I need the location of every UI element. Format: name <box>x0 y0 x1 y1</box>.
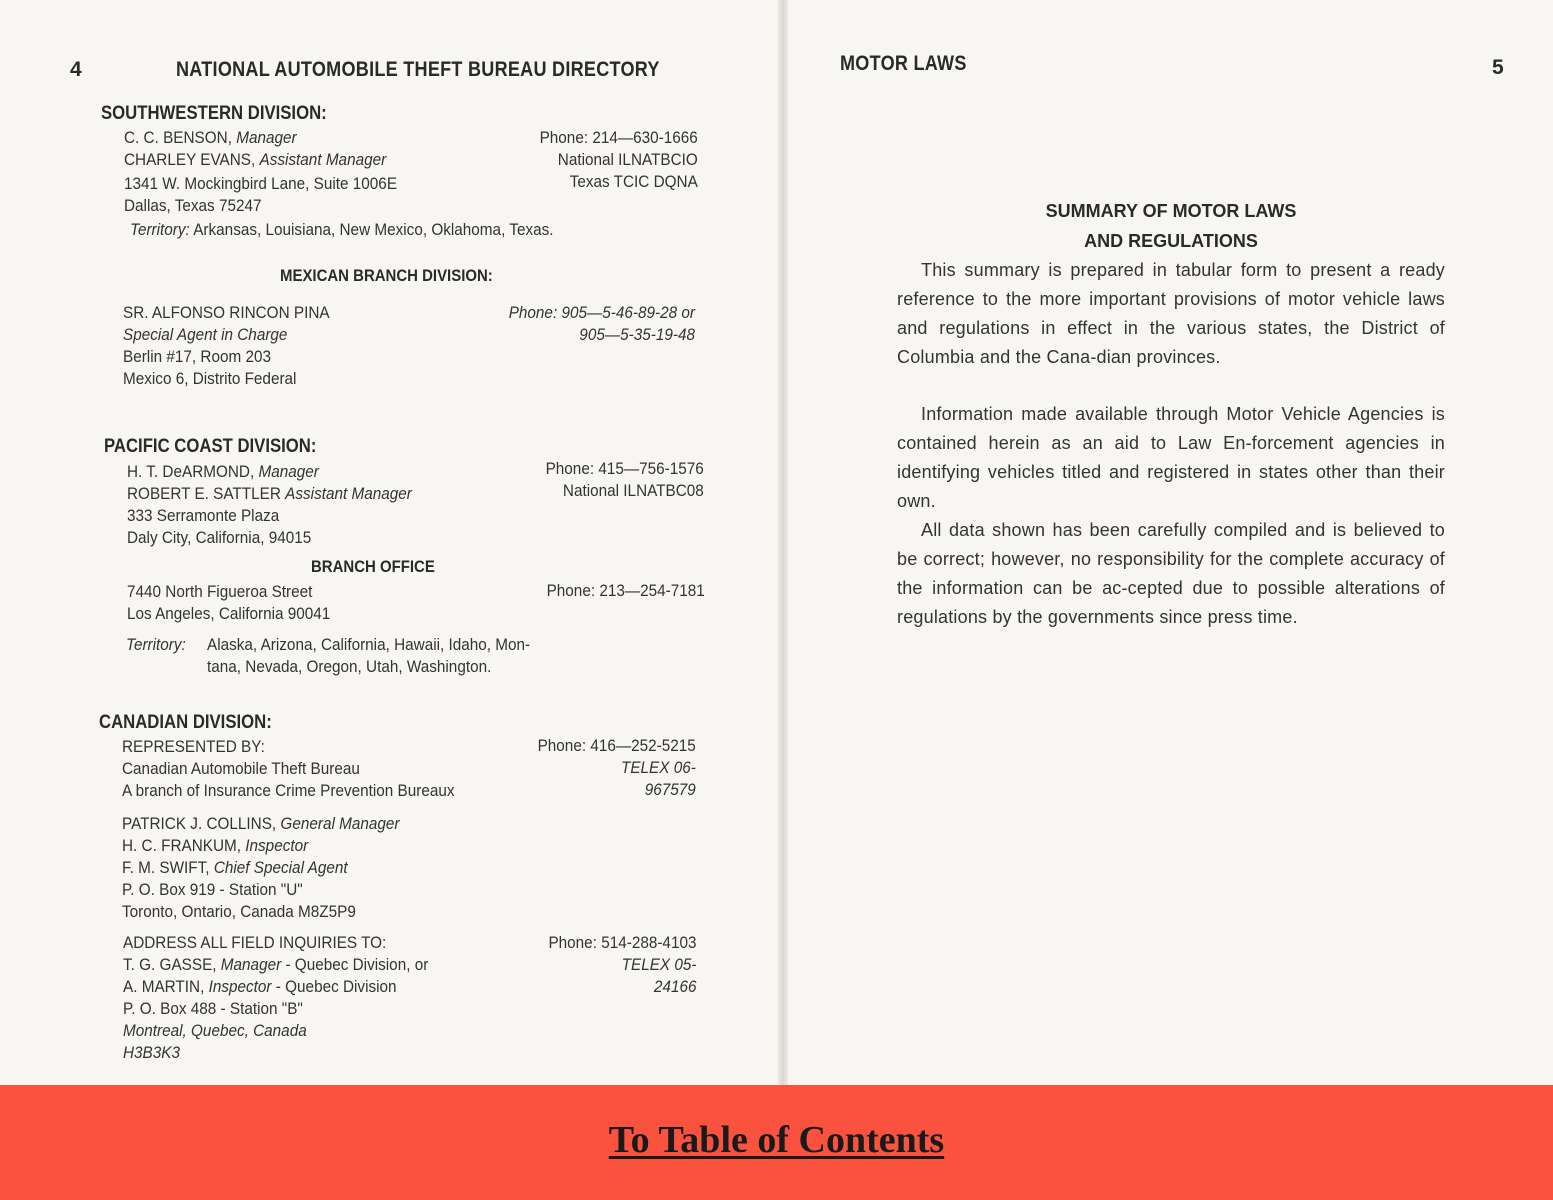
pacific-contacts <box>127 461 412 549</box>
southwestern-address1: 1341 W. Mockingbird Lane, Suite 1006E <box>124 174 398 193</box>
canadian-bureau: Canadian Automobile Theft Bureau <box>122 759 360 778</box>
canadian-role3: Chief Special Agent <box>213 858 348 877</box>
canadian-city: Toronto, Ontario, Canada M8Z5P9 <box>122 902 356 921</box>
southwestern-role1: Manager <box>236 128 297 147</box>
branch-phone: Phone: 213—254-7181 <box>546 581 705 600</box>
southwestern-phone: Phone: 214—630-1666 <box>539 128 698 147</box>
mexican-contact <box>123 302 330 390</box>
canadian-role4: Manager <box>220 955 282 974</box>
pacific-territory-line1: Alaska, Arizona, California, Hawaii, Idaho, Mon- <box>207 635 531 654</box>
southwestern-territory-list: Arkansas, Louisiana, New Mexico, Oklahoma, Texas. <box>193 220 554 239</box>
canadian-telex1: TELEX 06- <box>621 758 696 777</box>
mexican-phone1: Phone: 905—5-46-89-28 or <box>508 303 695 322</box>
right-running-header: MOTOR LAWS <box>840 52 967 75</box>
left-page-number: 4 <box>70 58 82 81</box>
canadian-box2: P. O. Box 488 - Station "B" <box>123 999 303 1018</box>
table-of-contents-link[interactable]: To Table of Contents <box>608 1119 945 1161</box>
southwestern-role2: Assistant Manager <box>259 150 387 169</box>
canadian-address-inquiries: ADDRESS ALL FIELD INQUIRIES TO: <box>123 933 387 952</box>
southwestern-territory <box>130 219 554 241</box>
mexican-phone2: 905—5-35-19-48 <box>579 325 695 344</box>
canadian-name1: PATRICK J. COLLINS, <box>122 814 277 833</box>
pacific-heading: PACIFIC COAST DIVISION: <box>104 436 317 457</box>
branch-address1: 7440 North Figueroa Street <box>127 582 313 601</box>
pacific-role2: Assistant Manager <box>285 484 412 503</box>
pacific-territory <box>207 634 530 678</box>
pacific-name2: ROBERT E. SATTLER <box>127 484 281 503</box>
branch-office-address <box>127 581 330 625</box>
quebec-phone-block <box>548 932 696 998</box>
mexican-address1: Berlin #17, Room 203 <box>123 347 271 366</box>
pacific-territory-line2: tana, Nevada, Oregon, Utah, Washington. <box>207 657 492 676</box>
canadian-represented-by: REPRESENTED BY: <box>122 737 265 756</box>
canadian-telex4: 24166 <box>653 977 696 996</box>
branch-address2: Los Angeles, California 90041 <box>127 604 331 623</box>
canadian-telex2: 967579 <box>644 780 696 799</box>
mexican-address2: Mexico 6, Distrito Federal <box>123 369 297 388</box>
canadian-phone-block <box>538 735 696 801</box>
mexican-name: SR. ALFONSO RINCON PINA <box>123 303 330 322</box>
canadian-rest4: - Quebec Division, or <box>285 955 429 974</box>
canadian-name4: T. G. GASSE, <box>123 955 217 974</box>
summary-paragraph-3: All data shown has been carefully compiled and is believed to be correct; however, no responsibility for the complete accuracy of the information can be ac-cepted due to possible alterations of regulations by the governments since press time. <box>897 520 1445 627</box>
canadian-heading: CANADIAN DIVISION: <box>99 712 272 733</box>
right-page-number: 5 <box>1492 56 1504 79</box>
left-running-header: NATIONAL AUTOMOBILE THEFT BUREAU DIRECTORY <box>176 58 660 81</box>
southwestern-territory-label: Territory: <box>130 220 190 239</box>
pacific-address2: Daly City, California, 94015 <box>127 528 312 547</box>
pacific-phone: Phone: 415—756-1576 <box>545 459 704 478</box>
mexican-role: Special Agent in Charge <box>123 325 288 344</box>
canadian-box: P. O. Box 919 - Station "U" <box>122 880 303 899</box>
southwestern-phones <box>540 127 698 193</box>
mexican-heading: MEXICAN BRANCH DIVISION: <box>280 266 493 285</box>
branch-office-heading: BRANCH OFFICE <box>311 557 435 576</box>
footer-link-container <box>0 1118 1553 1162</box>
canadian-role5: Inspector <box>208 977 272 996</box>
southwestern-national: National ILNATBCIO <box>557 150 698 169</box>
summary-paragraph-1: This summary is prepared in tabular form to present a ready reference to the more important provisions of motor vehicle laws and regulations in effect in the various states, the District of Columbia and the Cana-dian provinces. <box>897 260 1445 367</box>
canadian-phone: Phone: 416—252-5215 <box>537 736 696 755</box>
canadian-city2: Montreal, Quebec, Canada <box>123 1021 307 1040</box>
pacific-role1: Manager <box>258 462 319 481</box>
canadian-postal2: H3B3K3 <box>123 1043 180 1062</box>
pacific-phones <box>546 458 704 502</box>
canadian-telex3: TELEX 05- <box>621 955 696 974</box>
summary-title-line2: AND REGULATIONS <box>1084 231 1258 251</box>
canadian-representative <box>122 736 455 802</box>
canadian-role1: General Manager <box>280 814 400 833</box>
southwestern-heading: SOUTHWESTERN DIVISION: <box>101 103 327 124</box>
summary-paragraph-2: Information made available through Motor Vehicle Agencies is contained herein as an aid to Law En-forcement agencies in identifying vehicles titled and registered in states other than their own. <box>897 404 1445 511</box>
canadian-name3: F. M. SWIFT, <box>122 858 210 877</box>
canadian-name5: A. MARTIN, <box>123 977 205 996</box>
page-gutter <box>778 0 788 1085</box>
mexican-phones <box>509 302 695 346</box>
southwestern-texas: Texas TCIC DQNA <box>569 172 698 191</box>
southwestern-address2: Dallas, Texas 75247 <box>124 196 262 215</box>
pacific-name1: H. T. DeARMOND, <box>127 462 255 481</box>
canadian-name2: H. C. FRANKUM, <box>122 836 242 855</box>
summary-title-line1: SUMMARY OF MOTOR LAWS <box>1045 201 1297 221</box>
pacific-national: National ILNATBC08 <box>563 481 704 500</box>
canadian-role2: Inspector <box>245 836 309 855</box>
canadian-staff <box>122 813 400 923</box>
canadian-rest5: - Quebec Division <box>275 977 397 996</box>
southwestern-name1: C. C. BENSON, <box>124 128 232 147</box>
southwestern-contacts <box>124 127 397 217</box>
pacific-territory-label: Territory: <box>126 635 186 654</box>
canadian-phone2: Phone: 514-288-4103 <box>547 933 696 952</box>
pacific-address1: 333 Serramonte Plaza <box>127 506 280 525</box>
quebec-inquiries <box>123 932 428 1064</box>
canadian-branch: A branch of Insurance Crime Prevention Bureaux <box>122 781 455 800</box>
southwestern-name2: CHARLEY EVANS, <box>124 150 256 169</box>
